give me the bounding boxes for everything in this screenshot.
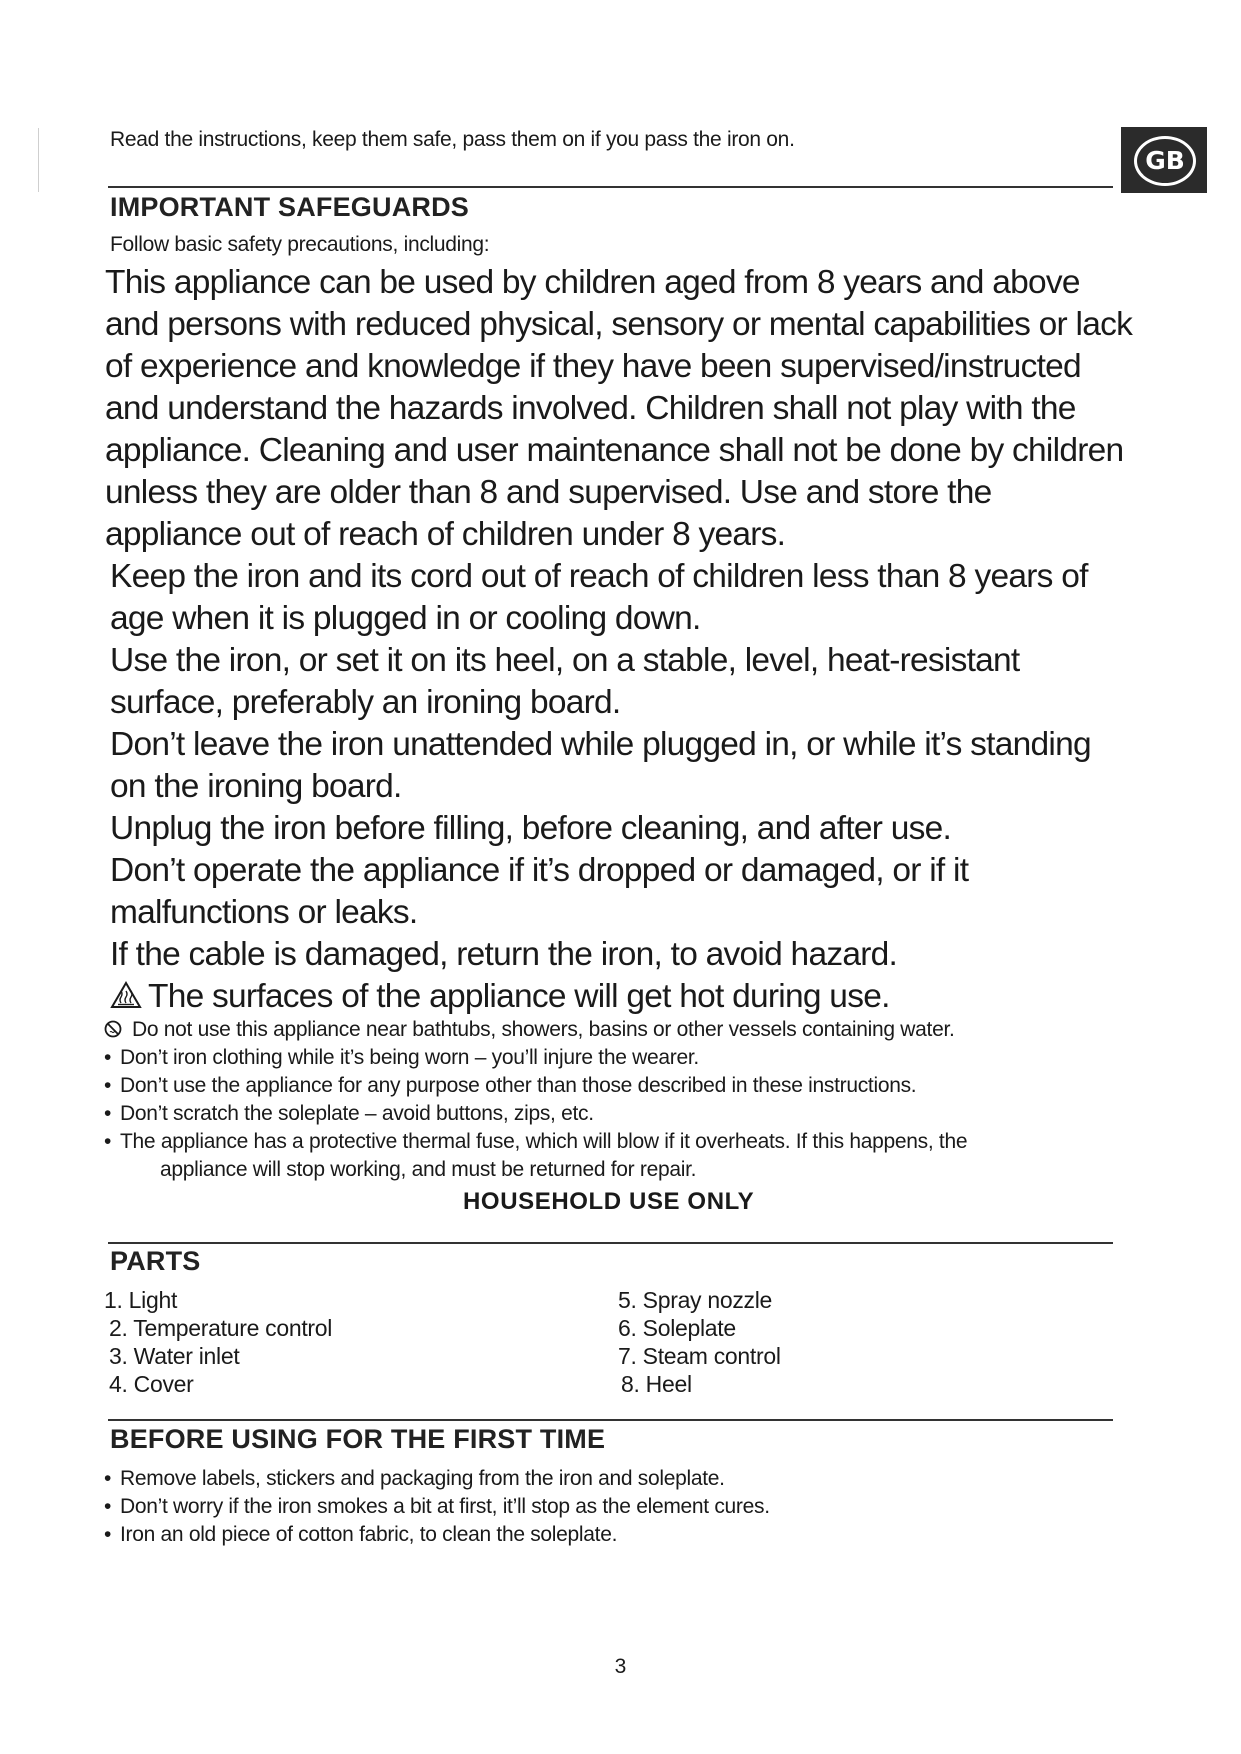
water-warning-item bbox=[108, 1016, 1138, 1044]
safeguards-small-list bbox=[104, 1016, 1138, 1184]
safeguard-item: Don’t leave the iron unattended while plugged in, or while it’s standing on the ironing board. bbox=[110, 726, 1091, 805]
hot-surface-warning-icon bbox=[110, 981, 142, 1009]
bullet-item: • The appliance has a protective thermal fuse, which will blow if it overheats. If this happens, the bbox=[108, 1128, 1138, 1156]
part-item: 1. Light bbox=[104, 1287, 178, 1313]
part-item: 8. Heel bbox=[621, 1371, 692, 1397]
bullet: • bbox=[104, 1467, 112, 1490]
hot-surface-text: The surfaces of the appliance will get hot during use. bbox=[148, 978, 890, 1015]
bullet-item: • Iron an old piece of cotton fabric, to clean the soleplate. bbox=[108, 1521, 770, 1549]
part-item: 7. Steam control bbox=[618, 1343, 781, 1369]
bullet: • bbox=[104, 1046, 112, 1069]
bullet: • bbox=[104, 1102, 112, 1125]
water-warning-text: Do not use this appliance near bathtubs, showers, basins or other vessels containing water. bbox=[132, 1018, 955, 1041]
part-item: 6. Soleplate bbox=[618, 1315, 736, 1341]
bullet-item: • Remove labels, stickers and packaging from the iron and soleplate. bbox=[108, 1465, 770, 1493]
parts-title: PARTS bbox=[110, 1246, 201, 1276]
first-time-title: BEFORE USING FOR THE FIRST TIME bbox=[110, 1424, 606, 1454]
bullet-item: • Don’t scratch the soleplate – avoid buttons, zips, etc. bbox=[108, 1100, 1138, 1128]
safeguard-item: This appliance can be used by children aged from 8 years and above and persons with reduced physical, sensory or mental capabilities or lack of experience and knowledge if they have been supervised/instructed and understand the hazards involved. Children shall not play with the appliance. Cleaning and user maintenance shall not be done by children unless they are older than 8 and supervised. Use and store the appliance out of reach of children under 8 years. bbox=[105, 264, 1133, 553]
divider bbox=[108, 186, 1113, 188]
parts-list-right bbox=[618, 1286, 781, 1398]
bullet-item: • Don’t worry if the iron smokes a bit at first, it’ll stop as the element cures. bbox=[108, 1493, 770, 1521]
part-item: 5. Spray nozzle bbox=[618, 1287, 773, 1313]
parts-list-left bbox=[104, 1286, 332, 1398]
fuse-continuation: appliance will stop working, and must be returned for repair. bbox=[160, 1158, 697, 1181]
bullet: • bbox=[104, 1074, 112, 1097]
no-water-icon bbox=[104, 1020, 122, 1038]
part-item: 4. Cover bbox=[109, 1371, 194, 1397]
safeguard-item: If the cable is damaged, return the iron, to avoid hazard. bbox=[110, 936, 898, 973]
bullet-item: • Don’t use the appliance for any purpose other than those described in these instructions. bbox=[108, 1072, 1138, 1100]
divider bbox=[108, 1242, 1113, 1244]
safeguard-item: Use the iron, or set it on its heel, on a stable, level, heat-resistant surface, preferably an ironing board. bbox=[110, 642, 1020, 721]
safeguards-title: IMPORTANT SAFEGUARDS bbox=[110, 192, 469, 222]
bullet: • bbox=[104, 1523, 112, 1546]
language-badge: GB bbox=[1134, 136, 1196, 186]
household-use-only: HOUSEHOLD USE ONLY bbox=[463, 1188, 755, 1215]
part-item: 3. Water inlet bbox=[109, 1343, 240, 1369]
divider bbox=[108, 1419, 1113, 1421]
page-number: 3 bbox=[614, 1655, 627, 1678]
bullet: • bbox=[104, 1495, 112, 1518]
bullet: • bbox=[104, 1130, 112, 1153]
safeguard-item: Unplug the iron before filling, before cleaning, and after use. bbox=[110, 810, 952, 847]
safeguard-item: Don’t operate the appliance if it’s dropped or damaged, or if it malfunctions or leaks. bbox=[110, 852, 969, 931]
part-item: 2. Temperature control bbox=[109, 1315, 333, 1341]
safeguards-subtitle: Follow basic safety precautions, including: bbox=[110, 233, 490, 256]
bullet-item: • Don’t iron clothing while it’s being worn – you’ll injure the wearer. bbox=[108, 1044, 1138, 1072]
safeguard-item: Keep the iron and its cord out of reach of children less than 8 years of age when it is plugged in or cooling down. bbox=[110, 558, 1088, 637]
language-tab bbox=[1121, 127, 1207, 193]
hot-surface-item bbox=[105, 976, 1135, 1018]
intro-text: Read the instructions, keep them safe, pass them on if you pass the iron on. bbox=[110, 128, 795, 151]
first-time-list bbox=[104, 1465, 770, 1549]
safeguards-main-list bbox=[105, 262, 1135, 1018]
margin-line bbox=[38, 128, 39, 192]
